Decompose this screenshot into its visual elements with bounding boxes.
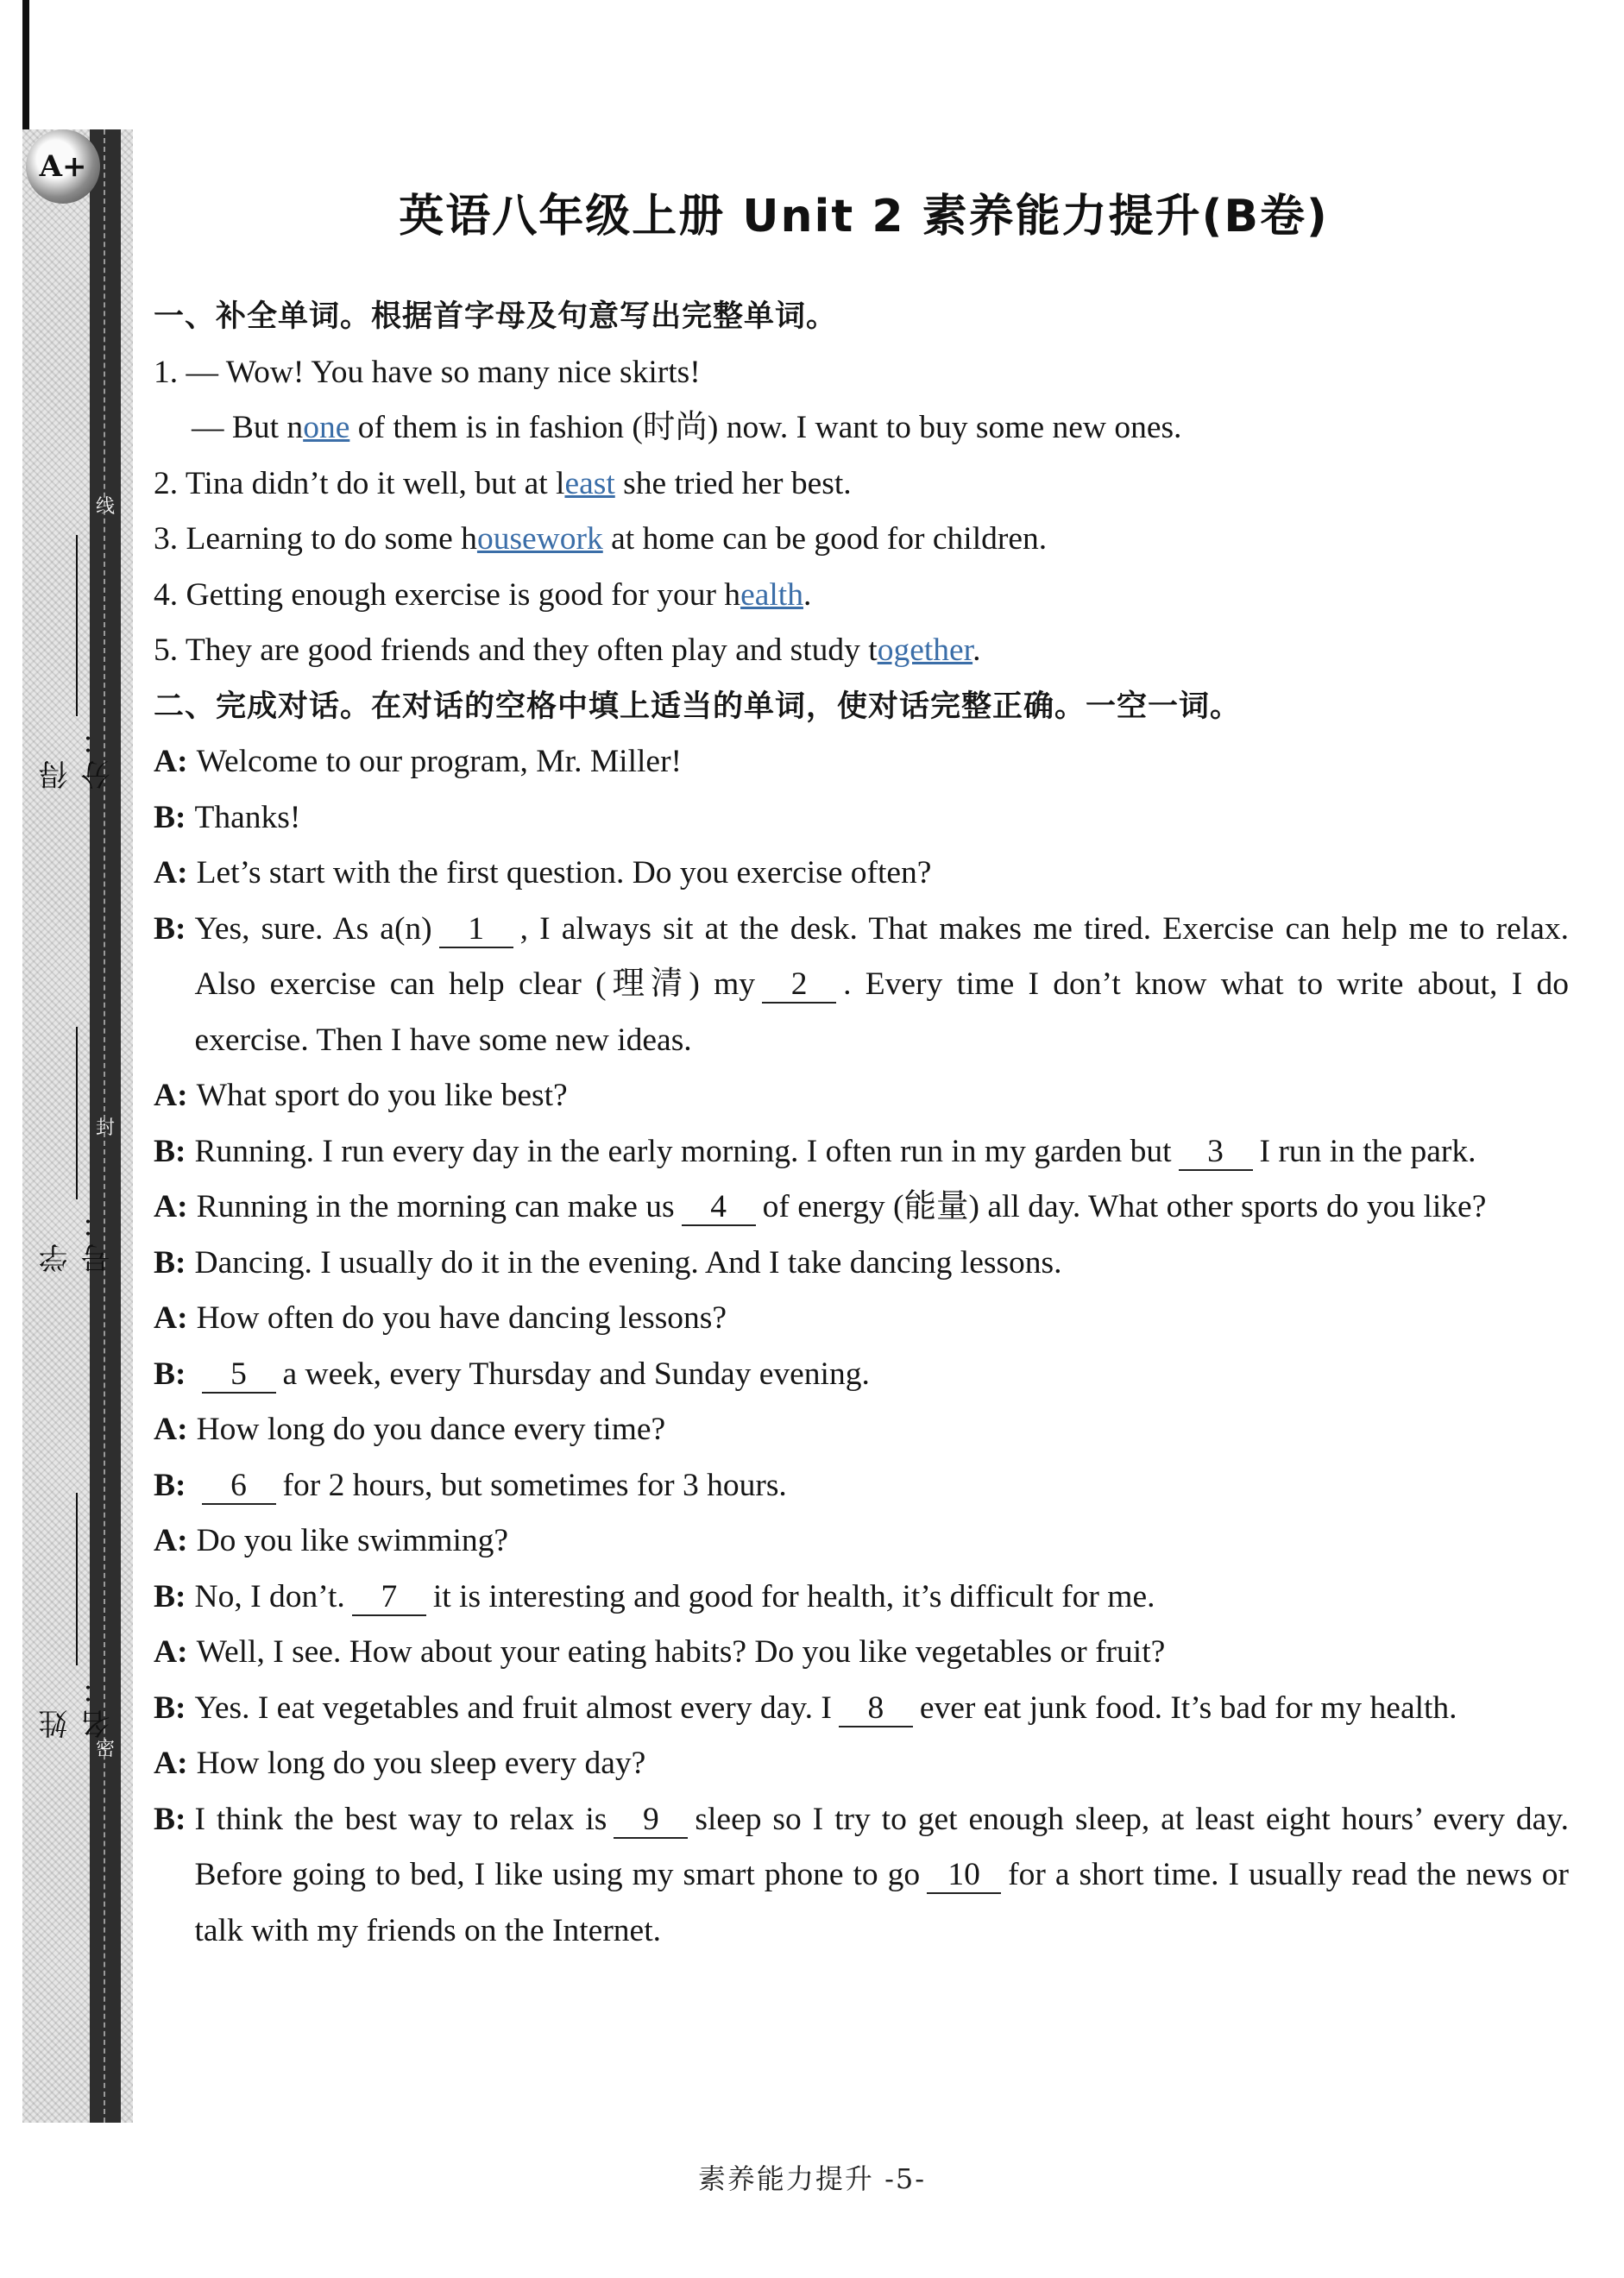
speaker: B: (154, 1244, 186, 1281)
blank-5[interactable]: 5 (202, 1357, 276, 1394)
dialogue-line-1 (154, 734, 1569, 790)
dialogue-line-9 (154, 1291, 1569, 1347)
speaker: A: (154, 1523, 188, 1558)
score-label: 得分： (39, 721, 116, 790)
speaker: B: (154, 1467, 186, 1503)
speaker: A: (154, 1746, 188, 1781)
id-line (76, 1027, 78, 1199)
q3-line (154, 512, 1569, 568)
page-title: 英语八年级上册 Unit 2 素养能力提升(B卷) (399, 191, 1329, 242)
dialogue-line-11 (154, 1402, 1569, 1458)
q4-prefix: 4. Getting enough exercise is good for your h (154, 576, 741, 613)
score-line (76, 535, 78, 716)
dialogue-line-12 (154, 1458, 1569, 1514)
dialogue-text: Dancing. I usually do it in the evening. And I take dancing lessons. (194, 1244, 1062, 1281)
blank-3[interactable]: 3 (1179, 1135, 1253, 1171)
dialogue-line-14 (154, 1570, 1569, 1626)
cut-mark-xian: 线 (95, 496, 115, 518)
dialogue-line-5 (154, 1068, 1569, 1124)
q3-answer: ousework (476, 521, 603, 557)
q3-prefix: 3. Learning to do some h (154, 521, 477, 557)
binding-edge (22, 0, 29, 129)
q5-suffix: . (973, 632, 981, 668)
dialogue-text: How long do you sleep every day? (196, 1746, 646, 1781)
speaker: B: (154, 799, 186, 835)
dialogue-text: How long do you dance every time? (196, 1412, 666, 1447)
dialogue-text: Yes. I eat vegetables and fruit almost every day. I (194, 1690, 832, 1726)
dialogue-text: I run in the park. (1259, 1133, 1476, 1169)
dialogue-text: Running. I run every day in the early morning. I often run in my garden but (194, 1133, 1172, 1169)
dialogue-text: ever eat junk food. It’s bad for my health. (919, 1690, 1457, 1726)
dialogue-text: Well, I see. How about your eating habits? Do you like vegetables or fruit? (196, 1634, 1166, 1670)
dialogue-text: a week, every Thursday and Sunday evening. (282, 1356, 870, 1392)
dialogue-text: . Every time I don’t know what to write about, I do exercise. Then I have some new ideas. (194, 966, 1569, 1058)
a-plus-logo (26, 129, 100, 204)
dialogue-line-18 (154, 1792, 1569, 1960)
cut-mark-mi: 密 (95, 1739, 115, 1760)
blank-1[interactable]: 1 (439, 912, 513, 948)
name-line (76, 1493, 78, 1665)
speaker: A: (154, 1412, 188, 1447)
dialogue-line-7 (154, 1180, 1569, 1236)
section2-heading: 二、完成对话。在对话的空格中填上适当的单词，使对话完整正确。一空一词。 (154, 689, 1242, 724)
id-label: 学号： (39, 1204, 116, 1273)
dialogue-text: No, I don’t. (194, 1578, 345, 1614)
dialogue-line-10 (154, 1347, 1569, 1403)
q5-line (154, 623, 1569, 679)
speaker: A: (154, 1078, 188, 1113)
dialogue-text: I think the best way to relax is (194, 1801, 607, 1837)
dialogue-text: How often do you have dancing lessons? (196, 1300, 727, 1336)
dialogue-line-4 (154, 902, 1569, 1069)
speaker: B: (154, 910, 186, 947)
dialogue-text: Let’s start with the first question. Do you exercise often? (196, 855, 932, 890)
page-footer: 素养能力提升 -5- (697, 2162, 927, 2195)
dialogue-text: What sport do you like best? (196, 1078, 568, 1113)
speaker: A: (154, 744, 188, 779)
dialogue-line-16 (154, 1681, 1569, 1737)
dialogue-line-17 (154, 1736, 1569, 1792)
dialogue-text: for a short time. I usually read the news or talk with my friends on the Internet. (194, 1857, 1569, 1948)
dialogue-text: sleep so I try to get enough sleep, at least eight hours’ every day. Before going to bed, I like using my smart phone to go (194, 1801, 1569, 1892)
dialogue-line-15 (154, 1625, 1569, 1681)
speaker: A: (154, 1300, 188, 1336)
dialogue-text: Thanks! (194, 799, 301, 835)
speaker: B: (154, 1801, 186, 1837)
speaker: A: (154, 855, 188, 890)
dialogue-line-2 (154, 790, 1569, 846)
dialogue-text: Yes, sure. As a(n) (194, 910, 432, 947)
cut-mark-feng: 封 (95, 1117, 115, 1139)
speaker: B: (154, 1133, 186, 1169)
q4-answer: ealth (740, 576, 803, 613)
logo-text: A+ (39, 149, 87, 184)
dialogue-text: Do you like swimming? (196, 1523, 509, 1558)
q3-suffix: at home can be good for children. (602, 521, 1048, 557)
q2-prefix: 2. Tina didn’t do it well, but at l (154, 465, 565, 501)
dialogue-text: , I always sit at the desk. That makes me tired. Exercise can help me to relax. Also exercise can help clear (理清) my (194, 910, 1569, 1002)
dialogue-line-3 (154, 846, 1569, 902)
dialogue-line-8 (154, 1236, 1569, 1292)
speaker: A: (154, 1634, 188, 1670)
speaker: B: (154, 1578, 186, 1614)
q2-line (154, 456, 1569, 513)
q1-prefix: — But n (192, 410, 304, 445)
q1-answer: one (303, 410, 350, 445)
dialogue-line-13 (154, 1513, 1569, 1570)
dialogue-text: for 2 hours, but sometimes for 3 hours. (282, 1467, 787, 1503)
dialogue-text: it is interesting and good for health, it’s difficult for me. (432, 1578, 1155, 1614)
q1-line2 (154, 400, 1569, 456)
q2-suffix: she tried her best. (614, 465, 852, 501)
speaker: B: (154, 1356, 186, 1392)
speaker: B: (154, 1690, 186, 1726)
dialogue-text: of energy (能量) all day. What other sports do you like? (762, 1189, 1487, 1224)
q4-line (154, 568, 1569, 624)
q1-suffix: of them is in fashion (时尚) now. I want to buy some new ones. (349, 410, 1182, 445)
worksheet-content (154, 289, 1569, 1959)
blank-9[interactable]: 9 (614, 1803, 688, 1839)
q5-prefix: 5. They are good friends and they often play and study t (154, 632, 878, 668)
name-label: 姓名： (39, 1670, 116, 1739)
blank-4[interactable]: 4 (682, 1190, 756, 1226)
q1-line1: 1. — Wow! You have so many nice skirts! (154, 354, 701, 390)
blank-2[interactable]: 2 (762, 967, 836, 1004)
q5-answer: ogether (877, 632, 973, 668)
dialogue-text: Running in the morning can make us (196, 1189, 675, 1224)
dialogue-line-6 (154, 1124, 1569, 1180)
section1-heading: 一、补全单词。根据首字母及句意写出完整单词。 (154, 299, 838, 334)
speaker: A: (154, 1189, 188, 1224)
dialogue-text: Welcome to our program, Mr. Miller! (196, 744, 683, 779)
blank-7[interactable]: 7 (352, 1580, 426, 1616)
blank-6[interactable]: 6 (202, 1469, 276, 1505)
q2-answer: east (564, 465, 615, 501)
blank-10[interactable]: 10 (927, 1858, 1001, 1894)
blank-8[interactable]: 8 (839, 1691, 913, 1727)
q4-suffix: . (803, 576, 812, 613)
